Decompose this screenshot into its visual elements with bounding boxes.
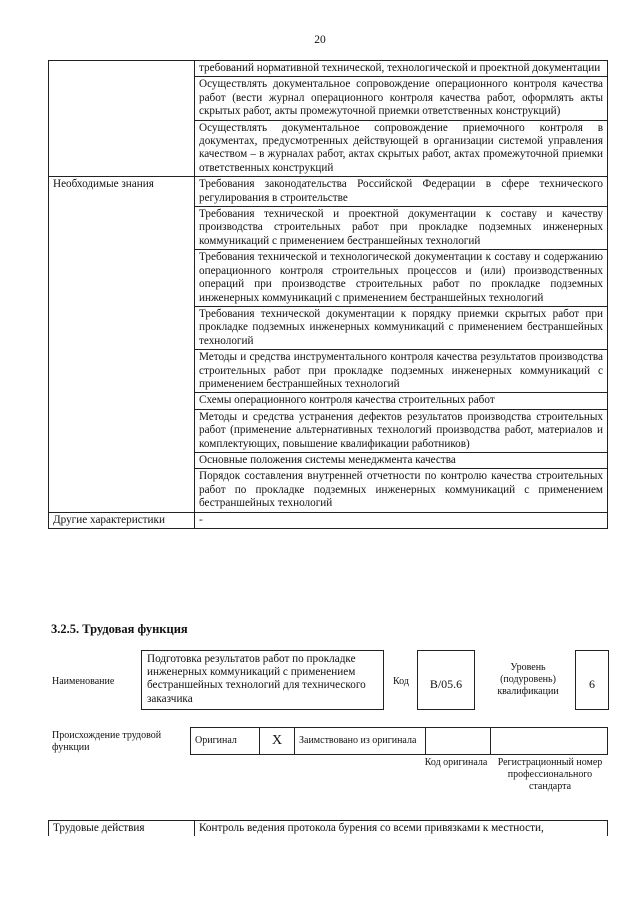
name-label: Наименование (52, 676, 115, 687)
table-row (191, 728, 608, 755)
table-cell: Требования законодательства Российской Федерации в сфере технического регулирования в строительстве (195, 177, 608, 207)
reg-number-note: Регистрационный номер профессионального стандарта (497, 757, 603, 792)
table-row (49, 821, 608, 837)
qualification-level: 6 (575, 650, 609, 710)
table-cell: Методы и средства инструментального контроля качества результатов производства строительных работ при прокладке подземных инженерных коммуникаций с применением бестраншейных технологий (195, 350, 608, 393)
table-row (49, 512, 608, 528)
table-cell: Схемы операционного контроля качества строительных работ (195, 393, 608, 409)
table-row (49, 177, 608, 207)
table-row (49, 61, 608, 77)
table-cell: Методы и средства устранения дефектов результатов производства строительных работ (применение альтернативных технологий производства работ, материалов и комплектующих, повышение квалификации работников) (195, 409, 608, 452)
row-label-knowledge: Необходимые знания (49, 177, 195, 512)
borrowed-label: Заимствовано из оригинала (295, 728, 426, 755)
table-cell: Осуществлять документальное сопровождение операционного контроля качества работ (вести журнал операционного контроля качества работ, оформлять акты скрытых работ, акты промежуточной приемки ответственных конструкций) (195, 77, 608, 120)
code-label: Код (393, 676, 409, 687)
table-cell: Требования технической документации к порядку приемки скрытых работ при прокладке подземных инженерных коммуникаций с применением бестраншейных технологий (195, 306, 608, 349)
table-cell: Требования технической и технологической документации к составу и содержанию операционного контроля строительных процессов и (или) производственных операций при производстве строительных работ по прокладке подземных инженерных коммуникаций с применением бестраншейных технологий (195, 250, 608, 307)
function-name: Подготовка результатов работ по прокладке инженерных коммуникаций с применением бестраншейных технологий для технического заказчика (141, 650, 384, 710)
level-label: Уровень (подуровень) квалификации (497, 662, 559, 697)
code-original-cell (426, 728, 491, 755)
table-cell: - (195, 512, 608, 528)
origin-label: Происхождение трудовой функции (52, 730, 162, 753)
original-label: Оригинал (191, 728, 260, 755)
code-original-note: Код оригинала (424, 757, 488, 768)
origin-table (190, 727, 608, 755)
function-code: B/05.6 (417, 650, 475, 710)
table-cell: Основные положения системы менеджмента качества (195, 452, 608, 468)
table-cell: Контроль ведения протокола бурения со всеми привязками к местности, (195, 821, 608, 837)
labor-actions-label: Трудовые действия (49, 821, 195, 837)
table-cell: Осуществлять документальное сопровождение приемочного контроля в документах, предусмотренных действующей в организации системой управления качеством – в журналах работ, актах скрытых работ, актах промежуточной приемки ответственных конструкций (195, 120, 608, 177)
row-label (49, 61, 195, 177)
labor-actions-table (48, 820, 608, 836)
row-label-other: Другие характеристики (49, 512, 195, 528)
page-number: 20 (314, 34, 326, 46)
section-title: 3.2.5. Трудовая функция (51, 622, 188, 636)
table-cell: требований нормативной технической, технологической и проектной документации (195, 61, 608, 77)
table-cell: Порядок составления внутренней отчетности по контролю качества строительных работ по прокладке подземных инженерных коммуникаций с применением бестраншейных технологий (195, 469, 608, 512)
requirements-table (48, 60, 608, 529)
reg-number-cell (491, 728, 608, 755)
original-mark: X (260, 728, 295, 755)
table-cell: Требования технической и проектной документации к составу и качеству производства строительных работ при прокладке подземных инженерных коммуникаций с применением бестраншейных технологий (195, 207, 608, 250)
